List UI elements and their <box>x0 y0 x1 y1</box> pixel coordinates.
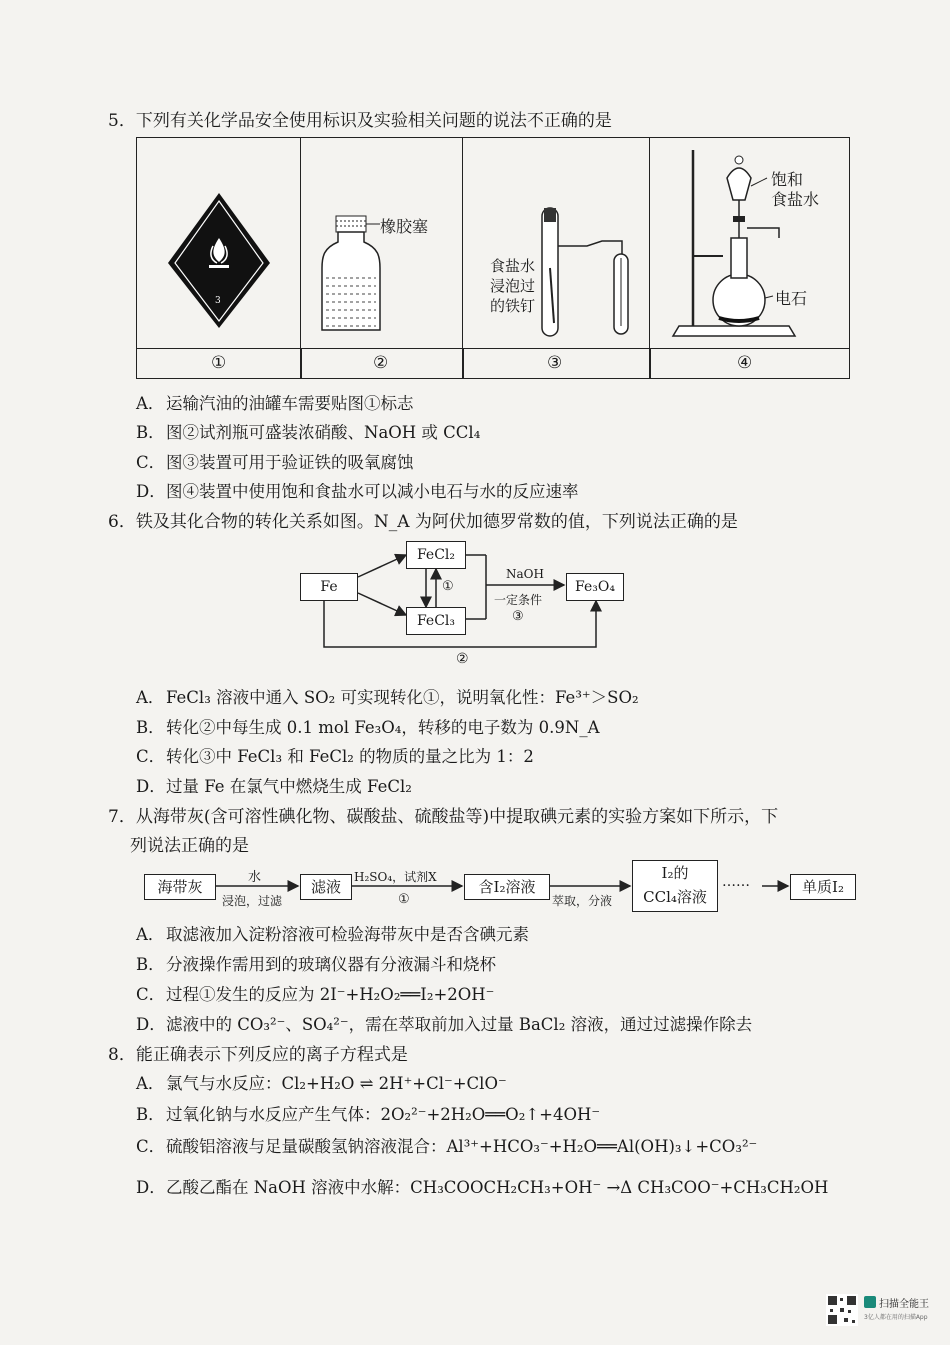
q7-flow <box>140 858 860 914</box>
q5-d-text: 图④装置中使用饱和食盐水可以减小电石与水的反应速率 <box>166 482 579 501</box>
q6-a-letter: A． <box>136 688 165 707</box>
conversion-3-label: ③ <box>512 609 524 624</box>
figure-2-cell <box>300 138 463 348</box>
kelp-ash-box: 海带灰 <box>144 874 216 900</box>
scanner-watermark <box>826 1292 936 1330</box>
q7-d-text: 滤液中的 CO₃²⁻、SO₄²⁻，需在萃取前加入过量 BaCl₂ 溶液，通过过滤操作除去 <box>166 1015 753 1034</box>
cs-logo-icon <box>864 1296 876 1308</box>
fecl2-box: FeCl₂ <box>406 541 466 569</box>
figure-4-cell <box>649 138 849 348</box>
rubber-stopper-label: 橡胶塞 <box>380 217 429 236</box>
naoh-label: NaOH <box>506 567 544 581</box>
fe-box: Fe <box>300 573 358 601</box>
q8-option-d <box>136 1174 828 1198</box>
q8-c-letter: C． <box>136 1137 166 1156</box>
ccl4-box-line1: I₂的 <box>661 864 689 882</box>
q5-figure-table <box>136 137 850 379</box>
fig3-label <box>490 256 535 316</box>
reagent-label: H₂SO₄，试剂X <box>354 870 437 884</box>
fig-num-2: ② <box>373 353 389 373</box>
q6-c-letter: C． <box>136 747 166 766</box>
q5-option-b <box>136 419 480 443</box>
q7-c-letter: C． <box>136 985 166 1004</box>
fig4-top-line2: 食盐水 <box>771 190 820 209</box>
q5-c-text: 图③装置可用于验证铁的吸氧腐蚀 <box>166 453 414 472</box>
q8-a-text: 氯气与水反应：Cl₂+H₂O ⇌ 2H⁺+Cl⁻+ClO⁻ <box>166 1074 507 1093</box>
water-label: 水 <box>248 870 262 885</box>
conversion-1-label: ① <box>442 579 454 594</box>
q8-d-letter: D． <box>136 1178 166 1197</box>
q7-c-text: 过程①发生的反应为 2I⁻+H₂O₂══I₂+2OH⁻ <box>166 985 495 1004</box>
q5-d-letter: D． <box>136 482 166 501</box>
q6-c-text: 转化③中 FeCl₃ 和 FeCl₂ 的物质的量之比为 1：2 <box>166 747 534 766</box>
q8-d-text: 乙酸乙酯在 NaOH 溶液中水解：CH₃COOCH₂CH₃+OH⁻ →Δ CH₃COO⁻+CH₃CH₂OH <box>166 1178 829 1197</box>
soak-filter-label: 浸泡，过滤 <box>222 894 283 908</box>
scanner-tagline: 3亿人都在用的扫描App <box>864 1314 928 1321</box>
q7-option-c <box>136 981 494 1005</box>
qr-code-icon <box>826 1294 858 1326</box>
figure-1-cell <box>137 138 301 348</box>
fig3-label-line1: 食盐水 <box>490 257 536 275</box>
q7-a-text: 取滤液加入淀粉溶液可检验海带灰中是否含碘元素 <box>166 925 529 944</box>
process-1-label: ① <box>398 892 410 907</box>
fig-num-1: ① <box>211 353 227 373</box>
ellipsis-label: …… <box>722 874 750 890</box>
ccl4-box-line2: CCl₄溶液 <box>643 888 707 906</box>
q6-option-a <box>136 684 639 708</box>
q6-b-text: 转化②中每生成 0.1 mol Fe₃O₄，转移的电子数为 0.9N_A <box>166 718 600 737</box>
q7-b-letter: B． <box>136 955 165 974</box>
q6-d-text: 过量 Fe 在氯气中燃烧生成 FeCl₂ <box>166 777 412 796</box>
q5-a-letter: A． <box>136 394 165 413</box>
scanner-brand: 扫描全能王 <box>879 1299 929 1310</box>
q6-option-c <box>136 743 534 767</box>
q6-b-letter: B． <box>136 718 165 737</box>
q5-a-text: 运输汽油的油罐车需要贴图①标志 <box>166 394 414 413</box>
q7-option-d <box>136 1011 752 1035</box>
fig4-top-line1: 饱和 <box>771 170 804 189</box>
q7-stem-line2: 列说法正确的是 <box>130 836 249 856</box>
conversion-2-label: ② <box>456 651 469 667</box>
q8-option-c <box>136 1133 757 1157</box>
q5-option-c <box>136 449 414 473</box>
q6-stem: 6．铁及其化合物的转化关系如图。N_A 为阿伏加德罗常数的值，下列说法正确的是 <box>108 512 738 532</box>
q7-option-b <box>136 951 496 975</box>
q8-a-letter: A． <box>136 1074 165 1093</box>
q6-option-b <box>136 714 600 738</box>
fecl3-box: FeCl₃ <box>406 607 466 635</box>
q7-option-a <box>136 921 529 945</box>
elemental-iodine-box: 单质I₂ <box>790 874 856 900</box>
iodine-solution-box: 含I₂溶液 <box>464 874 550 900</box>
fig4-top-label <box>771 170 819 210</box>
figure-3-cell <box>462 138 650 348</box>
figure-number-row <box>137 348 849 379</box>
q5-option-a <box>136 390 414 414</box>
q6-option-d <box>136 773 412 797</box>
reagent-bottle-icon <box>300 138 462 348</box>
q8-b-letter: B． <box>136 1105 165 1124</box>
q6-a-text: FeCl₃ 溶液中通入 SO₂ 可实现转化①，说明氧化性：Fe³⁺＞SO₂ <box>166 688 639 707</box>
hazard-number: 3 <box>215 296 221 306</box>
extract-separate-label: 萃取，分液 <box>552 894 613 908</box>
q6-d-letter: D． <box>136 777 166 796</box>
q5-option-d <box>136 478 579 502</box>
filtrate-box: 滤液 <box>300 874 352 900</box>
q6-diagram <box>296 535 626 675</box>
q8-option-b <box>136 1101 600 1125</box>
q7-a-letter: A． <box>136 925 165 944</box>
q8-c-text: 硫酸铝溶液与足量碳酸氢钠溶液混合：Al³⁺+HCO₃⁻+H₂O══Al(OH)₃↓+CO₃²⁻ <box>166 1137 758 1156</box>
fig4-bottom-label: 电石 <box>775 289 808 308</box>
flammable-hazard-icon <box>137 138 300 348</box>
condition-label: 一定条件 <box>494 593 543 607</box>
fig-num-4: ④ <box>737 353 753 373</box>
fig3-label-line2: 浸泡过 <box>490 277 536 295</box>
q5-c-letter: C． <box>136 453 166 472</box>
q7-d-letter: D． <box>136 1015 166 1034</box>
q8-stem: 8．能正确表示下列反应的离子方程式是 <box>108 1045 408 1065</box>
q5-b-text: 图②试剂瓶可盛装浓硝酸、NaOH 或 CCl₄ <box>166 423 481 442</box>
corrosion-apparatus-icon <box>462 138 649 348</box>
q5-b-letter: B． <box>136 423 165 442</box>
q8-option-a <box>136 1070 507 1094</box>
ccl4-solution-box <box>632 860 718 912</box>
fig3-label-line3: 的铁钉 <box>490 297 536 315</box>
fe3o4-box: Fe₃O₄ <box>566 573 624 601</box>
q7-stem-line1: 7．从海带灰(含可溶性碘化物、碳酸盐、硫酸盐等)中提取碘元素的实验方案如下所示，下 <box>108 807 779 827</box>
q7-b-text: 分液操作需用到的玻璃仪器有分液漏斗和烧杯 <box>166 955 496 974</box>
q8-b-text: 过氧化钠与水反应产生气体：2O₂²⁻+2H₂O══O₂↑+4OH⁻ <box>166 1105 601 1124</box>
q5-stem: 5．下列有关化学品安全使用标识及实验相关问题的说法不正确的是 <box>108 111 612 131</box>
fig-num-3: ③ <box>547 353 563 373</box>
